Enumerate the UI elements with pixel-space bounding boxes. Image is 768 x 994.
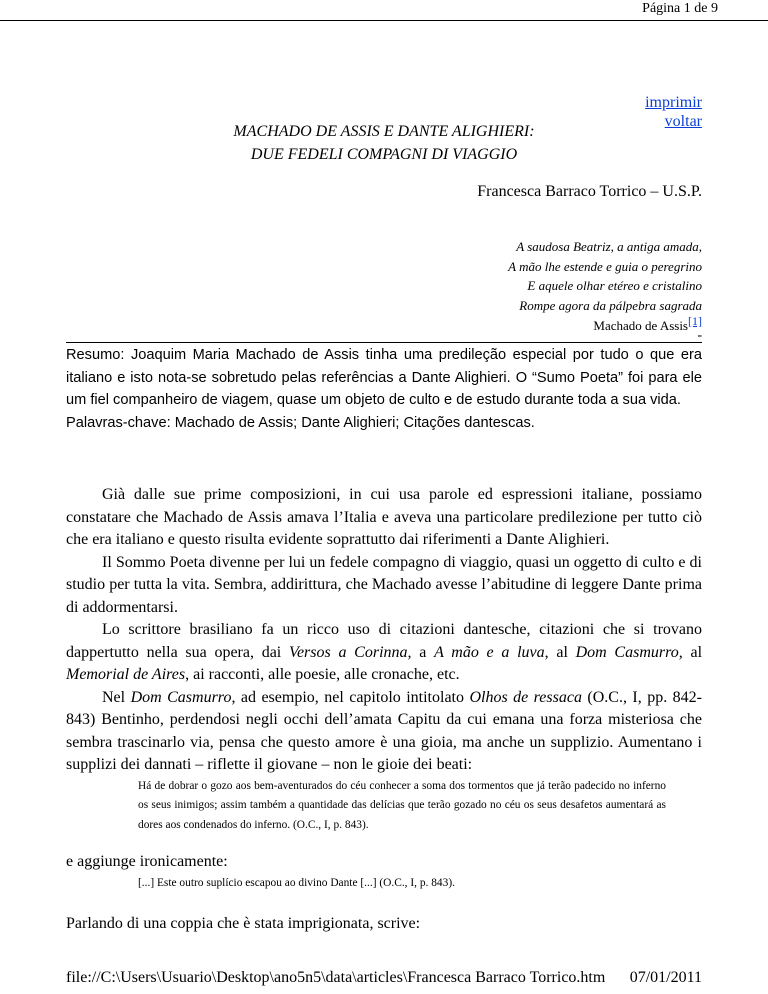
back-link[interactable]: voltar xyxy=(664,113,702,130)
epigraph xyxy=(508,237,702,315)
print-header xyxy=(0,0,768,21)
block-quote: Há de dobrar o gozo aos bem-aventurados do céu conhecer a soma dos tormentos que já terão padecido no inferno os seus inimigos; assim também a quantidade das delícias que terão gozado no céu os seus desafetos aumentará as dores aos condenados do inferno. (O.C., I, p. 843). xyxy=(138,779,666,831)
epigraph-author: Machado de Assis xyxy=(593,318,688,333)
text-run: , al xyxy=(544,643,576,661)
paragraph: Già dalle sue prime composizioni, in cui usa parole ed espressioni italiane, possiamo constatare che Machado de Assis amava l’Italia e aveva una particolare predilezione per tutto ciò che era italiano e questo risulta evidente soprattutto dai riferimenti a Dante Alighieri. xyxy=(66,486,702,548)
epigraph-line: A mão lhe estende e guia o peregrino xyxy=(508,258,702,274)
text-run: al xyxy=(682,643,703,661)
article-title xyxy=(0,120,768,166)
print-date: 07/01/2011 xyxy=(629,969,702,986)
paragraph: Il Sommo Poeta divenne per lui un fedele compagno di viaggio, quasi un oggetto di culto e di studio per tutta la vita. Sembra, addirittura, che Machado avesse l’abitudine di leggere Dante prima di addormentarsi. xyxy=(66,553,702,616)
file-path: file://C:\Users\Usuario\Desktop\ano5n5\data\articles\Francesca Barraco Torrico.htm xyxy=(66,969,606,986)
title-line-1: MACHADO DE ASSIS E DANTE ALIGHIERI: xyxy=(233,123,535,140)
epigraph-source xyxy=(593,312,702,335)
work-title: Memorial de Aires xyxy=(66,666,186,683)
epigraph-line: A saudosa Beatriz, a antiga amada, xyxy=(516,239,702,254)
block-quote: [...] Este outro suplício escapou ao divino Dante [...] (O.C., I, p. 843). xyxy=(138,876,455,889)
abstract xyxy=(66,344,702,434)
text-run: Lo scrittore brasiliano fa un ricco uso di citazioni dantesche, citazioni che si trovano dappertutto nella sua opera, dai xyxy=(66,621,702,661)
print-link[interactable]: imprimir xyxy=(645,94,702,111)
text-run: (O.C., I, pp. 842-843) Bentinho, perdendosi negli occhi dell’amata Capitu da cui emana una forza misteriosa che sembra trascinarlo via, pensa che questo amore è una gioia, ma anche un supplizio. Aumentano i supplizi dei dannati – riflette il giovane – non le gioie dei beati: xyxy=(66,688,702,773)
author-line: Francesca Barraco Torrico – U.S.P. xyxy=(477,183,702,200)
paragraph-plain: e aggiunge ironicamente: xyxy=(66,853,228,870)
abstract-text: Resumo: Joaquim Maria Machado de Assis tinha uma predileção especial por tudo o que era italiano e isto nota-se sobretudo pelas referências a Dante Alighieri. O “Sumo Poeta” foi para ele um fiel companheiro de viagem, quase um objeto de culto e de estudo durante toda a sua vida. xyxy=(66,347,702,408)
text-run: a xyxy=(411,643,435,661)
keywords: Palavras-chave: Machado de Assis; Dante Alighieri; Citações dantescas. xyxy=(66,414,535,431)
title-line-2: DUE FEDELI COMPAGNI DI VIAGGIO xyxy=(250,146,518,163)
work-title: Dom Casmurro xyxy=(130,688,232,706)
epigraph-line: Rompe agora da pálpebra sagrada xyxy=(519,297,702,313)
article-body xyxy=(66,484,702,936)
epigraph-line: E aquele olhar etéreo e cristalino xyxy=(527,278,702,293)
text-run: , ad esempio, nel capitolo intitolato xyxy=(231,688,470,706)
horizontal-rule xyxy=(66,342,702,343)
text-run: , ai racconti, alle poesie, alle cronache, etc. xyxy=(185,666,460,683)
work-title: Dom Casmurro, xyxy=(575,643,683,661)
separator-dash: - xyxy=(697,328,702,343)
paragraph-plain: Parlando di una coppia che è stata imprigionata, scrive: xyxy=(66,915,421,932)
paragraph xyxy=(66,687,702,777)
work-title: A mão e a luva xyxy=(434,643,545,661)
work-title: Versos a Corinna, xyxy=(288,643,412,661)
page-number: Página 1 de 9 xyxy=(642,1,718,16)
paragraph xyxy=(66,619,702,687)
footnote-link[interactable]: [1] xyxy=(688,314,702,328)
text-run: Nel xyxy=(102,688,131,706)
chapter-title: Olhos de ressaca xyxy=(469,688,582,706)
